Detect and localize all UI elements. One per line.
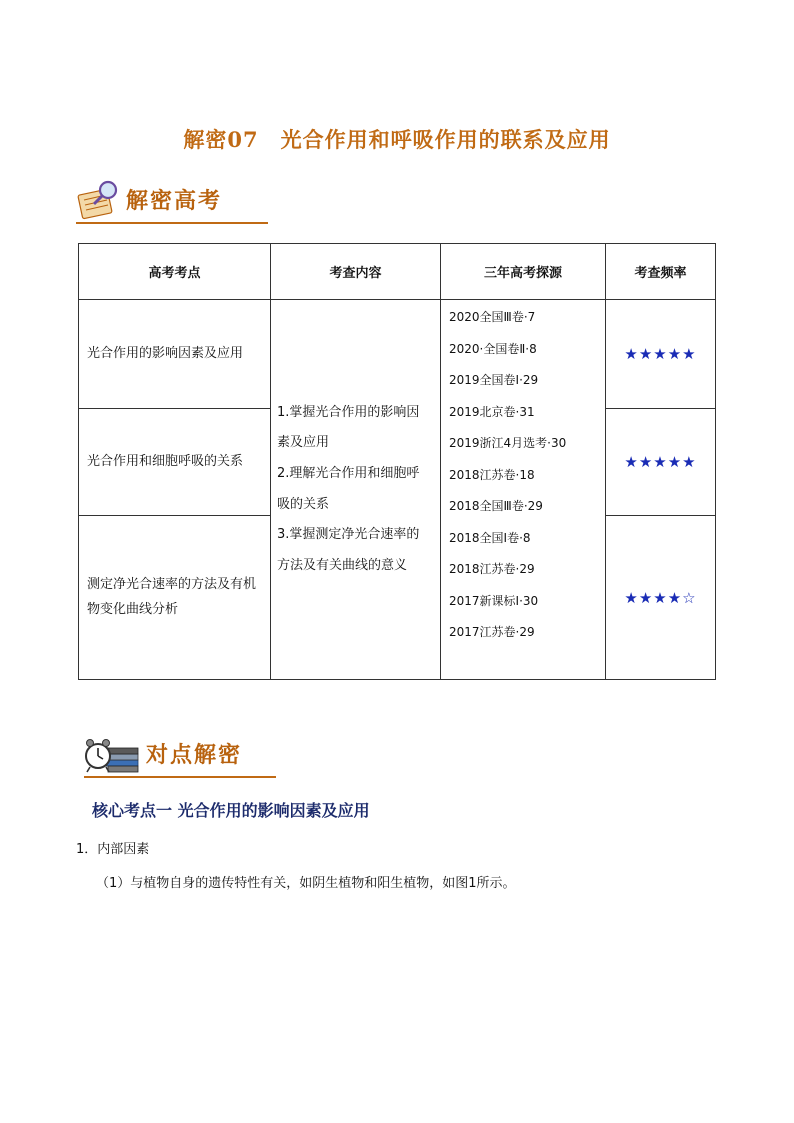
point-cell: 光合作用和细胞呼吸的关系 <box>79 409 271 516</box>
frequency-stars: ★★★★☆ <box>606 516 716 680</box>
header-cell: 考查频率 <box>606 244 716 300</box>
source-item: 2018全国Ⅰ卷·8 <box>449 530 531 545</box>
section-badge-duidian <box>82 732 284 778</box>
section-heading: 核心考点一 光合作用的影响因素及应用 <box>92 801 370 820</box>
table-row <box>79 300 716 409</box>
header-cell: 高考考点 <box>79 244 271 300</box>
content-item: 1.掌握光合作用的影响因素及应用 <box>277 404 420 451</box>
sources-cell <box>441 300 606 680</box>
paragraph: 1．内部因素 <box>76 842 150 857</box>
section-badge-gaokao <box>74 178 268 224</box>
alarm-clock-books-icon <box>82 732 142 778</box>
source-item: 2020全国Ⅲ卷·7 <box>449 310 536 324</box>
header-cell: 三年高考探源 <box>441 244 606 300</box>
point-cell: 测定净光合速率的方法及有机物变化曲线分析 <box>79 516 271 680</box>
badge-label: 解密高考 <box>126 188 223 214</box>
content-item: 2.理解光合作用和细胞呼吸的关系 <box>277 465 420 512</box>
source-item: 2018江苏卷·29 <box>449 562 535 576</box>
badge-underline <box>84 776 276 778</box>
header-cell: 考查内容 <box>271 244 441 300</box>
exam-table <box>78 243 716 680</box>
source-item: 2020·全国卷Ⅱ·8 <box>449 341 537 356</box>
badge-label: 对点解密 <box>146 742 243 768</box>
page-title: 解密07 光合作用和呼吸作用的联系及应用 <box>183 127 611 152</box>
point-cell: 光合作用的影响因素及应用 <box>79 300 271 409</box>
frequency-stars: ★★★★★ <box>606 300 716 409</box>
source-item: 2017新课标Ⅰ·30 <box>449 593 539 608</box>
source-item: 2019北京卷·31 <box>449 404 535 419</box>
source-item: 2019全国卷Ⅰ·29 <box>449 373 539 387</box>
magnifier-notebook-icon <box>74 178 126 224</box>
source-item: 2017江苏卷·29 <box>449 625 535 639</box>
source-item: 2018江苏卷·18 <box>449 467 535 482</box>
paragraph: （1）与植物自身的遗传特性有关，如阴生植物和阳生植物，如图1所示。 <box>96 876 516 891</box>
content-cell <box>271 300 441 680</box>
badge-underline <box>76 222 268 224</box>
source-item: 2018全国Ⅲ卷·29 <box>449 499 543 513</box>
source-item: 2019浙江4月选考·30 <box>449 436 567 450</box>
content-item: 3.掌握测定净光合速率的方法及有关曲线的意义 <box>277 527 420 573</box>
table-header-row <box>79 244 716 300</box>
frequency-stars: ★★★★★ <box>606 409 716 516</box>
